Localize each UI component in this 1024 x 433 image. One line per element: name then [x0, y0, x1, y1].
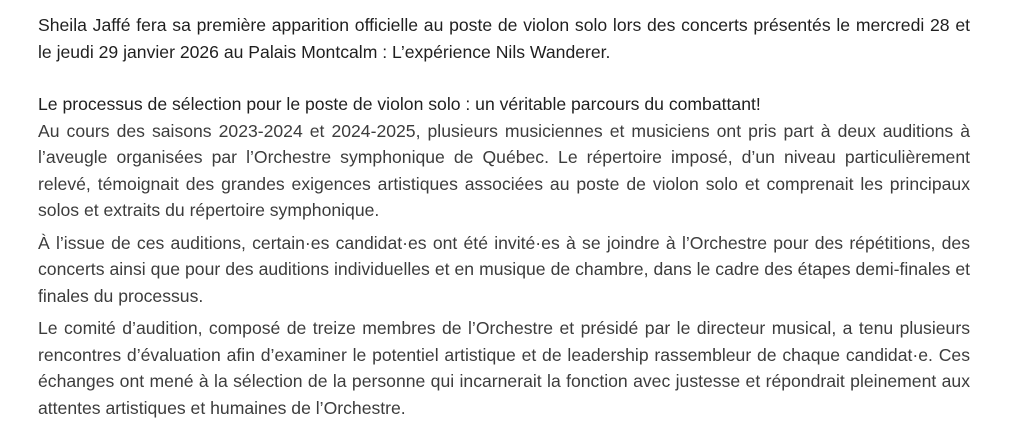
section-heading: Le processus de sélection pour le poste de violon solo : un véritable parcours du combattant! — [38, 94, 761, 114]
body-paragraph-auditions: Au cours des saisons 2023-2024 et 2024-2025, plusieurs musiciennes et musiciens ont pris part à deux auditions à l’aveugle organisées par l’Orchestre symphonique de Québec. Le répertoire imposé, d’un niveau particulièrement relevé, témoignait des grandes exigences artistiques associées au poste de violon solo et comprenait les principaux solos et extraits du répertoire symphonique. — [38, 120, 970, 220]
body-paragraph-semifinals: À l’issue de ces auditions, certain·es candidat·es ont été invité·es à se joindre à l’Orchestre pour des répétitions, des concerts ainsi que pour des auditions individuelles et en musique de chambre, dans le cadre des étapes demi-finales et finales du processus. — [38, 232, 970, 306]
intro-paragraph: Sheila Jaffé fera sa première apparition officielle au poste de violon solo lors des concerts présentés le mercredi 28 et le jeudi 29 janvier 2026 au Palais Montcalm : L’expérience Nils Wanderer. — [38, 15, 970, 62]
body-paragraph-committee: Le comité d’audition, composé de treize membres de l’Orchestre et présidé par le directeur musical, a tenu plusieurs rencontres d’évaluation afin d’examiner le potentiel artistique et de leadership rassembleur de chaque candidat·e. Ces échanges ont mené à la sélection de la personne qui incarnerait la fonction avec justesse et répondrait pleinement aux attentes artistiques et humaines de l’Orchestre. — [38, 318, 970, 418]
article-body — [38, 12, 970, 421]
